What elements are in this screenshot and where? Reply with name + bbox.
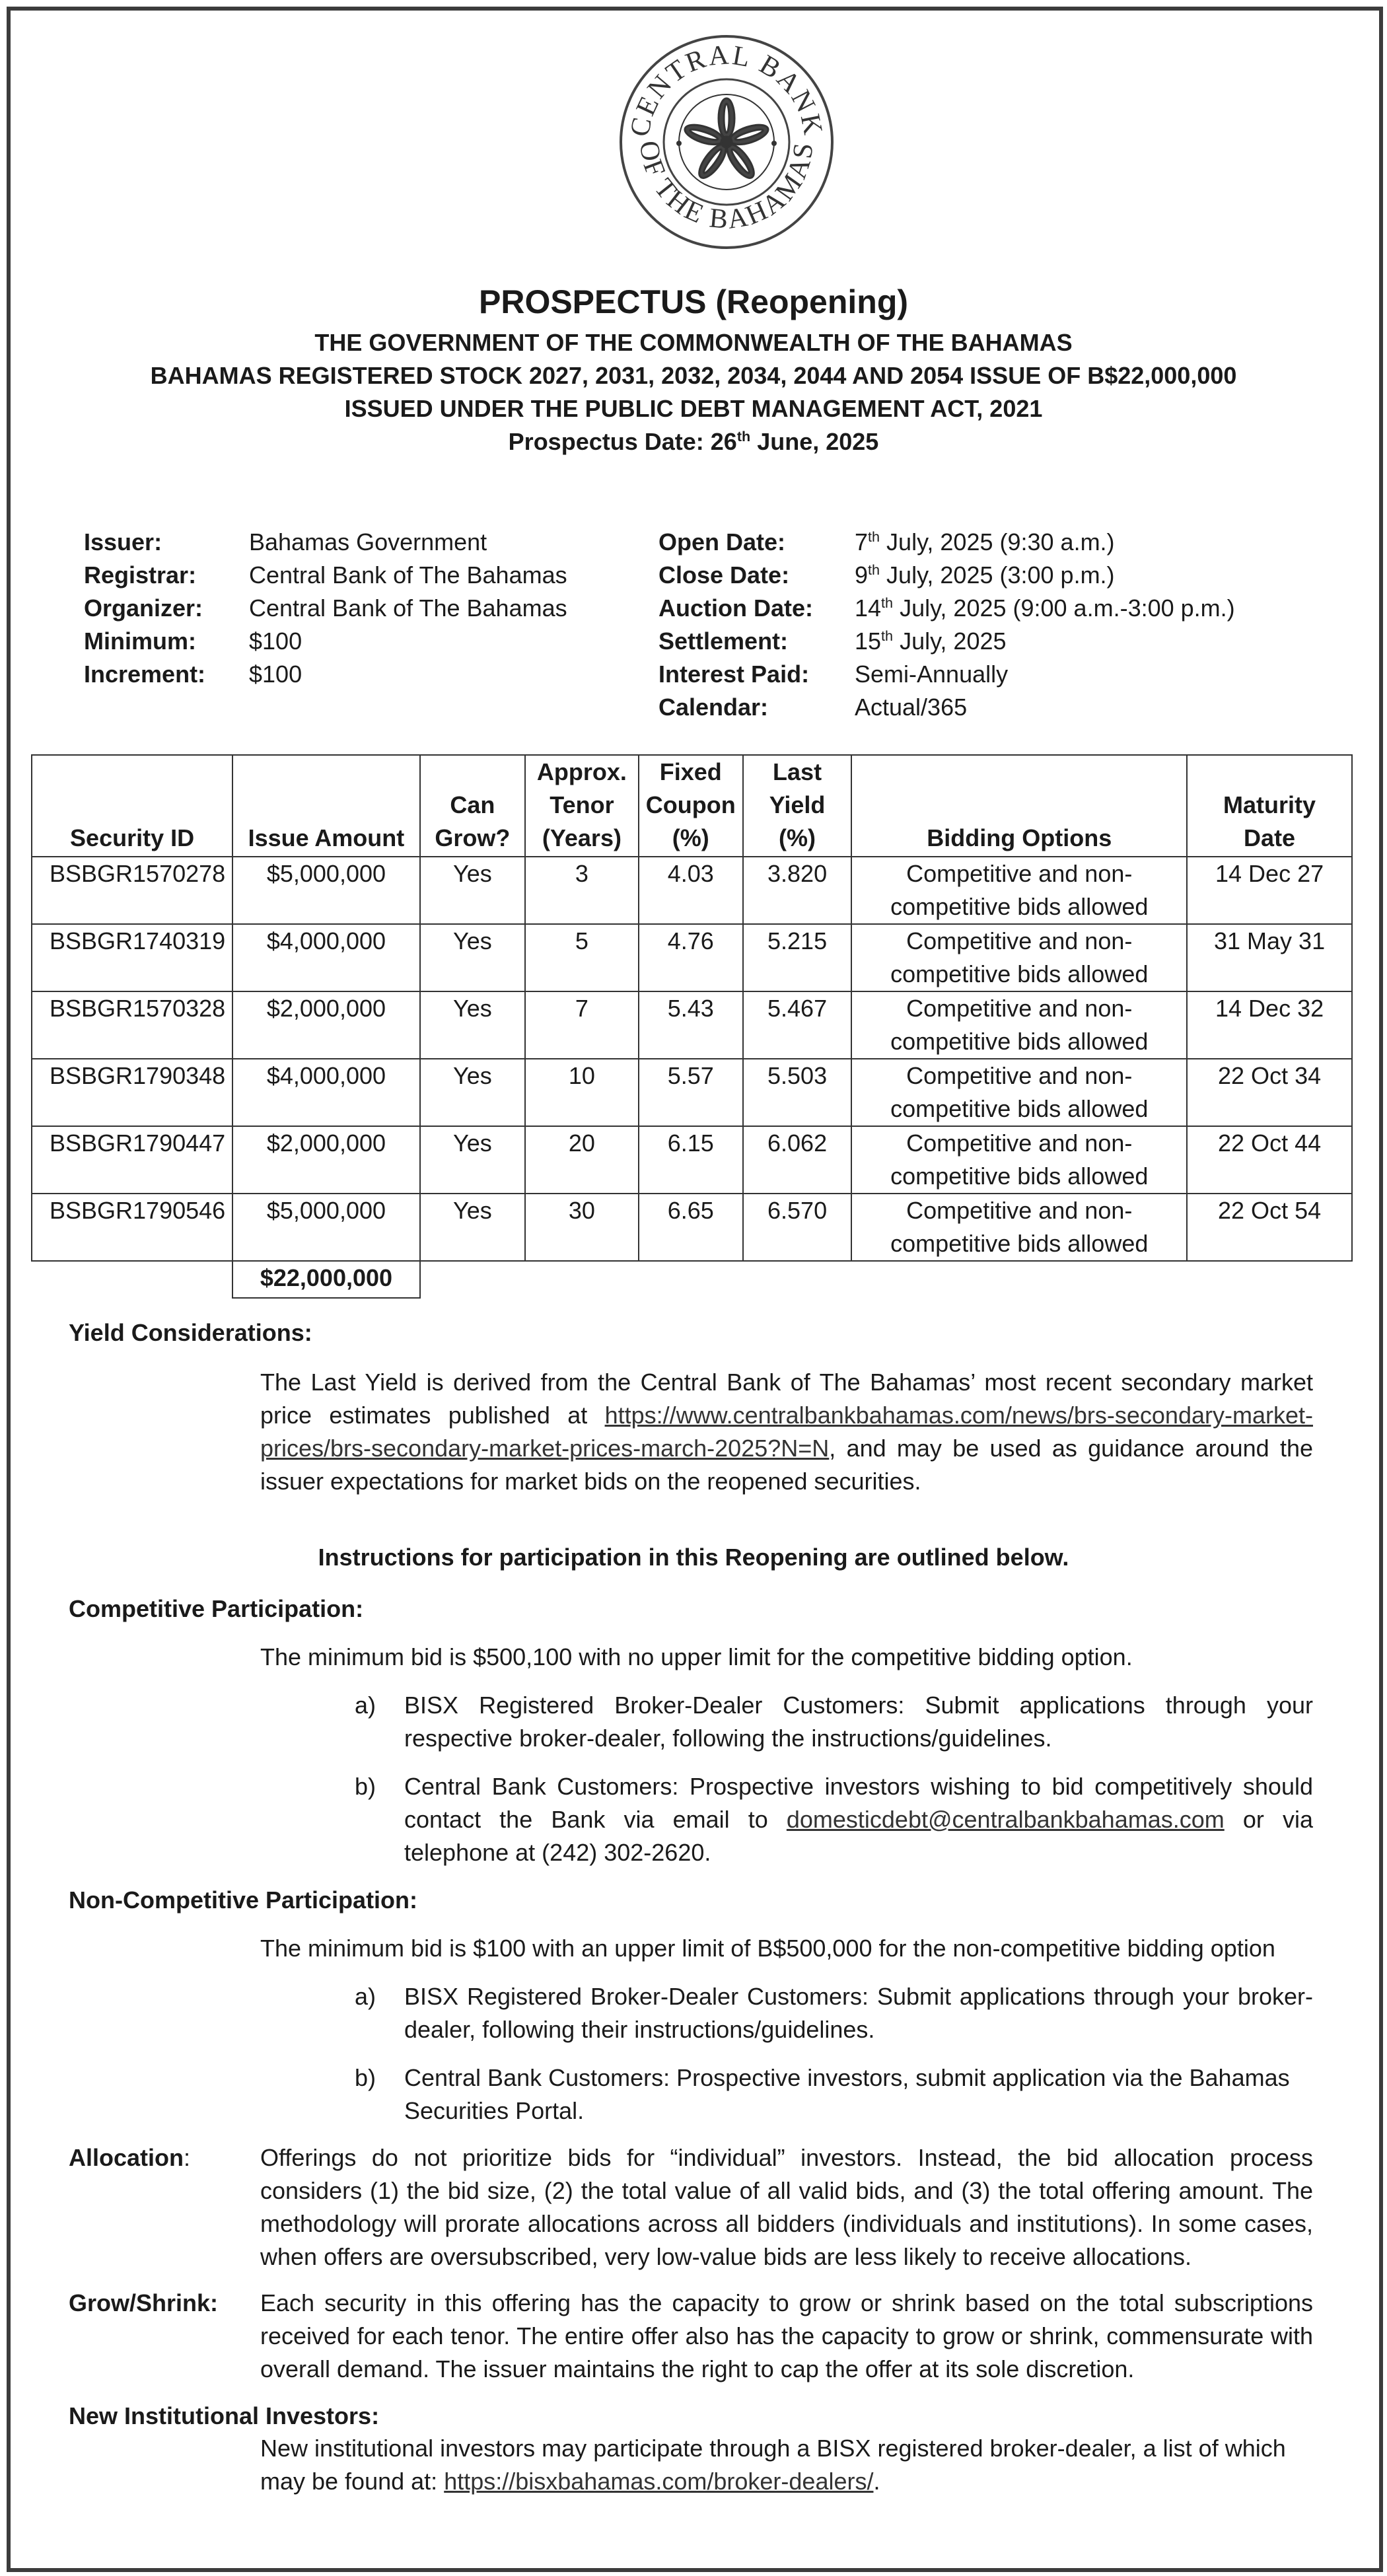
issue-amount-cell: $5,000,000 bbox=[232, 857, 419, 924]
registrar-label: Registrar: bbox=[84, 561, 197, 589]
table-row bbox=[32, 1126, 1352, 1194]
grow-shrink-text: Each security in this offering has the capacity to grow or shrink based on the total subscriptions received for each tenor. The entire offer also has the capacity to grow or shrink, commensurate with overall demand. The issuer maintains the right to cap the offer at its sole discretion. bbox=[260, 2289, 1313, 2382]
yield-cell: 6.570 bbox=[743, 1194, 852, 1261]
col-maturity: Maturity Date bbox=[1187, 755, 1352, 857]
security-id-cell: BSBGR1790546 bbox=[32, 1194, 232, 1261]
institutional-text: New institutional investors may participate through a BISX registered broker-dealer, a list of which may be found at: https://bisxbahamas.com/broker-dealers/. bbox=[260, 2435, 1286, 2495]
security-id-cell: BSBGR1570278 bbox=[32, 857, 232, 924]
noncompetitive-a-text: BISX Registered Broker-Dealer Customers: Submit applications through your broker-dealer, following their instructions/guidelines. bbox=[404, 1983, 1313, 2043]
tenor-cell: 20 bbox=[525, 1126, 639, 1194]
bidding-cell: Competitive and non- competitive bids allowed bbox=[851, 1126, 1187, 1194]
noncompetitive-intro: The minimum bid is $100 with an upper limit of B$500,000 for the non-competitive bidding option bbox=[260, 1935, 1275, 1962]
noncompetitive-b-marker: b) bbox=[355, 2064, 376, 2091]
competitive-b-marker: b) bbox=[355, 1773, 376, 1800]
yield-cell: 5.503 bbox=[743, 1059, 852, 1126]
col-can-grow: Can Grow? bbox=[420, 755, 525, 857]
seal-text-bottom: OF THE BAHAMAS bbox=[633, 139, 820, 235]
increment-label: Increment: bbox=[84, 661, 206, 688]
noncompetitive-a-marker: a) bbox=[355, 1983, 376, 2010]
sand-dollar-icon bbox=[679, 94, 774, 190]
can-grow-cell: Yes bbox=[420, 991, 525, 1059]
open-date-label: Open Date: bbox=[658, 528, 786, 555]
tenor-cell: 5 bbox=[525, 924, 639, 991]
col-coupon: Fixed Coupon (%) bbox=[639, 755, 743, 857]
header-government: THE GOVERNMENT OF THE COMMONWEALTH OF THE BAHAMAS bbox=[314, 329, 1073, 356]
svg-text:OF THE BAHAMAS bbox=[633, 139, 820, 235]
issue-amount-cell: $4,000,000 bbox=[232, 1059, 419, 1126]
yield-cell: 5.215 bbox=[743, 924, 852, 991]
competitive-intro: The minimum bid is $500,100 with no upper limit for the competitive bidding option. bbox=[260, 1643, 1133, 1670]
table-row bbox=[32, 1059, 1352, 1126]
noncompetitive-heading: Non-Competitive Participation: bbox=[69, 1886, 418, 1914]
info-right-labels bbox=[658, 526, 813, 724]
competitive-a-text: BISX Registered Broker-Dealer Customers: Submit applications through your respective broker-dealer, following the instructions/guidelines. bbox=[404, 1692, 1313, 1752]
calendar-value: Actual/365 bbox=[855, 694, 968, 721]
tenor-cell: 7 bbox=[525, 991, 639, 1059]
issue-amount-cell: $2,000,000 bbox=[232, 1126, 419, 1194]
table-total-row bbox=[32, 1261, 1352, 1298]
allocation-text: Offerings do not prioritize bids for “individual” investors. Instead, the bid allocation process considers (1) the bid size, (2) the total value of all valid bids, and (3) the total offering amount. The methodology will prorate allocations across all bidders (individuals and institutions). In some cases, when offers are oversubscribed, very low-value bids are less likely to receive allocations. bbox=[260, 2144, 1313, 2270]
minimum-label: Minimum: bbox=[84, 627, 196, 655]
calendar-label: Calendar: bbox=[658, 694, 769, 721]
open-date-value: 7th July, 2025 (9:30 a.m.) bbox=[855, 528, 1115, 555]
col-security-id: Security ID bbox=[32, 755, 232, 857]
auction-date-label: Auction Date: bbox=[658, 594, 813, 622]
coupon-cell: 4.76 bbox=[639, 924, 743, 991]
issue-amount-cell: $2,000,000 bbox=[232, 991, 419, 1059]
competitive-b-text: Central Bank Customers: Prospective investors wishing to bid competitively should contact the Bank via email to domesticdebt@centralbankbahamas.com or via telephone at (242) 302-2620. bbox=[404, 1773, 1313, 1866]
bidding-cell: Competitive and non- competitive bids allowed bbox=[851, 857, 1187, 924]
info-left-labels bbox=[84, 526, 205, 691]
close-date-value: 9th July, 2025 (3:00 p.m.) bbox=[855, 561, 1115, 589]
organizer-label: Organizer: bbox=[84, 594, 203, 622]
grow-shrink-label: Grow/Shrink: bbox=[69, 2289, 219, 2316]
maturity-cell: 14 Dec 32 bbox=[1187, 991, 1352, 1059]
close-date-label: Close Date: bbox=[658, 561, 790, 589]
issue-amount-cell: $4,000,000 bbox=[232, 924, 419, 991]
allocation-label: Allocation: bbox=[69, 2144, 191, 2171]
settlement-label: Settlement: bbox=[658, 627, 789, 655]
security-id-cell: BSBGR1570328 bbox=[32, 991, 232, 1059]
security-id-cell: BSBGR1790447 bbox=[32, 1126, 232, 1194]
total-issue-amount: $22,000,000 bbox=[232, 1261, 419, 1298]
issue-amount-cell: $5,000,000 bbox=[232, 1194, 419, 1261]
central-bank-seal-logo bbox=[614, 30, 839, 254]
table-header-row bbox=[32, 755, 1352, 857]
domestic-debt-email-link[interactable]: domesticdebt@centralbankbahamas.com bbox=[786, 1806, 1225, 1833]
prospectus-date: Prospectus Date: 26th June, 2025 bbox=[508, 428, 879, 455]
yield-cell: 3.820 bbox=[743, 857, 852, 924]
increment-value: $100 bbox=[249, 661, 302, 688]
info-left-values bbox=[249, 526, 567, 691]
info-right-values bbox=[855, 526, 1235, 724]
bidding-cell: Competitive and non- competitive bids allowed bbox=[851, 924, 1187, 991]
tenor-cell: 30 bbox=[525, 1194, 639, 1261]
interest-paid-label: Interest Paid: bbox=[658, 661, 810, 688]
competitive-heading: Competitive Participation: bbox=[69, 1595, 364, 1622]
table-row bbox=[32, 924, 1352, 991]
table-row bbox=[32, 991, 1352, 1059]
seal-text-top: CENTRAL BANK bbox=[624, 40, 829, 139]
table-row bbox=[32, 857, 1352, 924]
bidding-cell: Competitive and non- competitive bids allowed bbox=[851, 1059, 1187, 1126]
coupon-cell: 6.65 bbox=[639, 1194, 743, 1261]
issuer-value: Bahamas Government bbox=[249, 528, 487, 555]
yield-heading: Yield Considerations: bbox=[69, 1319, 312, 1346]
col-yield: Last Yield (%) bbox=[743, 755, 852, 857]
yield-cell: 5.467 bbox=[743, 991, 852, 1059]
competitive-a-marker: a) bbox=[355, 1692, 376, 1719]
bidding-cell: Competitive and non- competitive bids allowed bbox=[851, 1194, 1187, 1261]
maturity-cell: 22 Oct 54 bbox=[1187, 1194, 1352, 1261]
organizer-value: Central Bank of The Bahamas bbox=[249, 594, 567, 622]
broker-dealers-link[interactable]: https://bisxbahamas.com/broker-dealers/ bbox=[444, 2468, 874, 2495]
maturity-cell: 31 May 31 bbox=[1187, 924, 1352, 991]
securities-table bbox=[31, 754, 1353, 1299]
can-grow-cell: Yes bbox=[420, 1059, 525, 1126]
security-id-cell: BSBGR1790348 bbox=[32, 1059, 232, 1126]
maturity-cell: 22 Oct 34 bbox=[1187, 1059, 1352, 1126]
registrar-value: Central Bank of The Bahamas bbox=[249, 561, 567, 589]
maturity-cell: 22 Oct 44 bbox=[1187, 1126, 1352, 1194]
col-bidding: Bidding Options bbox=[851, 755, 1187, 857]
can-grow-cell: Yes bbox=[420, 1194, 525, 1261]
yield-text: The Last Yield is derived from the Central Bank of The Bahamas’ most recent secondary market price estimates published at https://www.centralbankbahamas.com/news/brs-secondary-market-prices/brs-secondary-market-prices-march-2025?N=N, and may be used as guidance around the issuer expectations for market bids on the reopened securities. bbox=[260, 1369, 1313, 1495]
yield-cell: 6.062 bbox=[743, 1126, 852, 1194]
settlement-value: 15th July, 2025 bbox=[855, 627, 1007, 655]
maturity-cell: 14 Dec 27 bbox=[1187, 857, 1352, 924]
secondary-market-prices-link[interactable]: https://www.centralbankbahamas.com/news/brs-secondary-market-prices/brs-secondary-market-prices-march-2025?N=N bbox=[260, 1402, 1313, 1462]
header-act: ISSUED UNDER THE PUBLIC DEBT MANAGEMENT ACT, 2021 bbox=[344, 395, 1043, 422]
coupon-cell: 5.57 bbox=[639, 1059, 743, 1126]
coupon-cell: 6.15 bbox=[639, 1126, 743, 1194]
interest-paid-value: Semi-Annually bbox=[855, 661, 1009, 688]
issuer-label: Issuer: bbox=[84, 528, 162, 555]
security-id-cell: BSBGR1740319 bbox=[32, 924, 232, 991]
prospectus-title: PROSPECTUS (Reopening) bbox=[478, 283, 909, 320]
can-grow-cell: Yes bbox=[420, 857, 525, 924]
coupon-cell: 5.43 bbox=[639, 991, 743, 1059]
bidding-cell: Competitive and non- competitive bids allowed bbox=[851, 991, 1187, 1059]
header-issue: BAHAMAS REGISTERED STOCK 2027, 2031, 2032, 2034, 2044 AND 2054 ISSUE OF B$22,000,000 bbox=[150, 362, 1237, 389]
table-row bbox=[32, 1194, 1352, 1261]
can-grow-cell: Yes bbox=[420, 924, 525, 991]
auction-date-value: 14th July, 2025 (9:00 a.m.-3:00 p.m.) bbox=[855, 594, 1235, 622]
tenor-cell: 3 bbox=[525, 857, 639, 924]
col-tenor: Approx. Tenor (Years) bbox=[525, 755, 639, 857]
col-issue-amount: Issue Amount bbox=[232, 755, 419, 857]
instructions-heading: Instructions for participation in this Reopening are outlined below. bbox=[318, 1544, 1069, 1571]
coupon-cell: 4.03 bbox=[639, 857, 743, 924]
minimum-value: $100 bbox=[249, 627, 302, 655]
noncompetitive-b-text: Central Bank Customers: Prospective investors, submit application via the Bahamas Securities Portal. bbox=[404, 2064, 1290, 2124]
institutional-heading: New Institutional Investors: bbox=[69, 2402, 380, 2429]
can-grow-cell: Yes bbox=[420, 1126, 525, 1194]
tenor-cell: 10 bbox=[525, 1059, 639, 1126]
